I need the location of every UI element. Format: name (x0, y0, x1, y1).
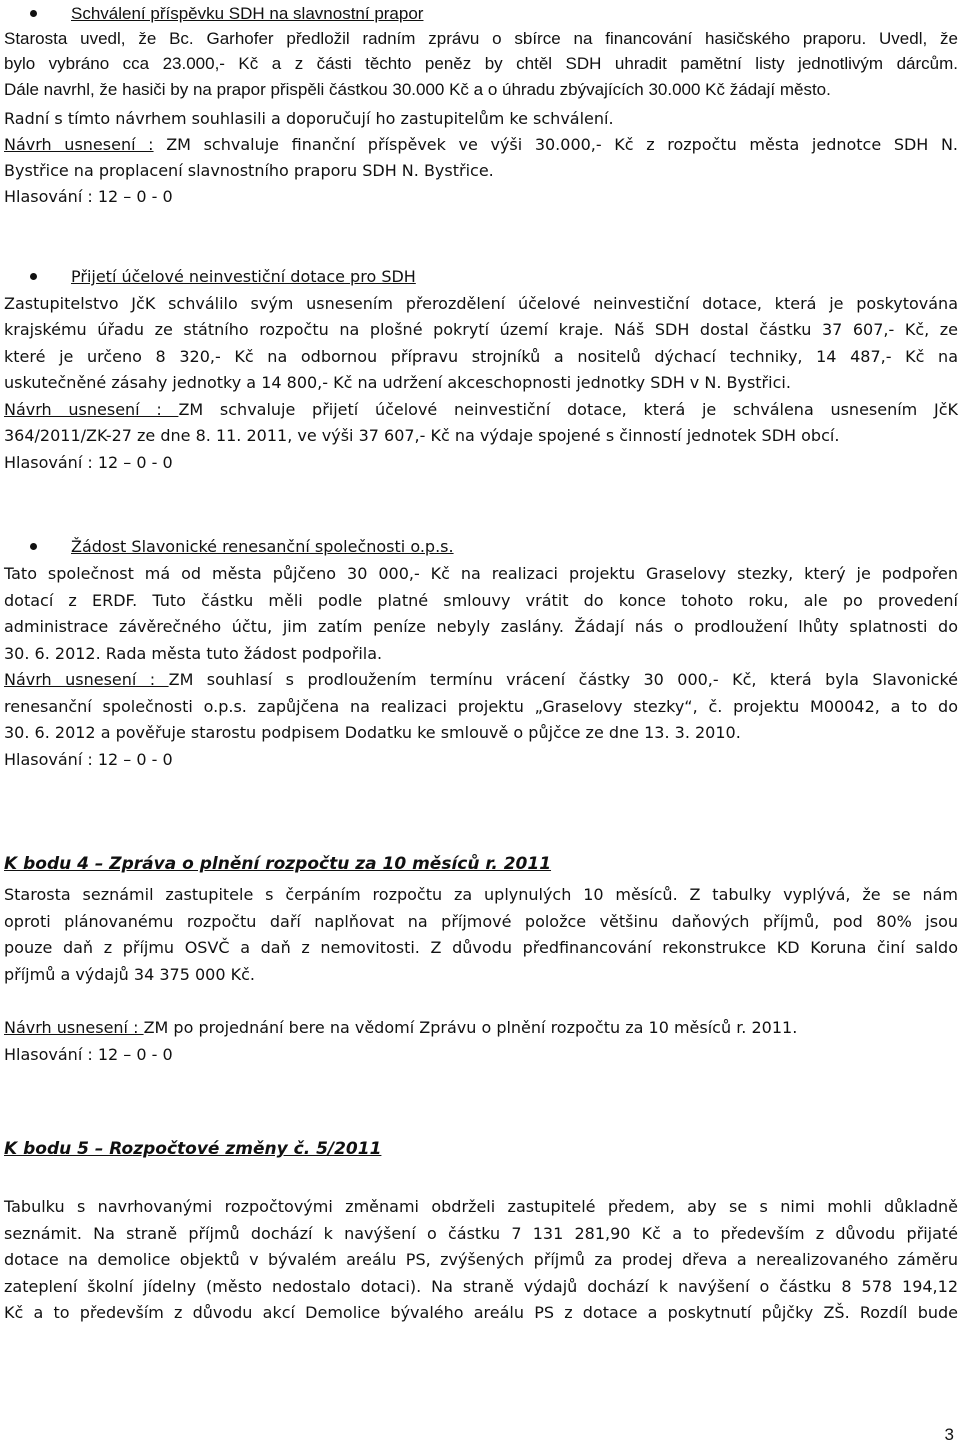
paragraph-line: 30. 6. 2012. Rada města tuto žádost podpořila. (4, 644, 383, 663)
paragraph-line: dotací z ERDF. Tuto částku měli podle platné smlouvy vrátit do konce tohoto roku, ale po provedení (4, 591, 958, 610)
paragraph-line: seznámit. Na straně příjmů dochází k navýšení o částku 7 131 281,90 Kč a to především z důvodu přijaté (4, 1224, 958, 1243)
bullet-icon (30, 543, 37, 550)
paragraph-line: které je určeno 8 320,- Kč na odbornou přípravu strojníků a nositelů dýchací techniky, 14 487,- Kč na (4, 347, 958, 366)
resolution-label: Návrh usnesení : (4, 135, 154, 154)
vote-result: Hlasování : 12 – 0 - 0 (4, 453, 173, 472)
resolution-line (4, 133, 958, 156)
resolution-line (4, 398, 958, 421)
paragraph-line: administrace závěrečného účtu, jim zatím peníze nebyly zaslány. Žádají nás o prodloužení lhůty splatnosti do (4, 617, 958, 636)
bullet-icon (30, 273, 37, 280)
paragraph-line: zateplení školní jídelny (město nedostalo dotaci). Na straně výdajů dochází k navýšení o částku 8 578 194,12 (4, 1277, 958, 1296)
paragraph-line: Zastupitelstvo JčK schválilo svým usnesením přerozdělení účelové neinvestiční dotace, která je poskytována (4, 294, 958, 313)
resolution-text: ZM schvaluje finanční příspěvek ve výši 30.000,- Kč z rozpočtu města jednotce SDH N. (153, 135, 959, 154)
resolution-label: Návrh usnesení : (4, 1018, 144, 1037)
paragraph-line: bylo vybráno cca 23.000,- Kč a z části těchto peněz by chtěl SDH uhradit pamětní listy jednotlivým dárcům. (4, 54, 958, 73)
paragraph-line: Dále navrhl, že hasiči by na prapor přispěli částkou 30.000 Kč a o úhradu zbývajících 30.000 Kč žádají město. (4, 80, 831, 99)
resolution-label: Návrh usnesení : (4, 400, 179, 419)
resolution-line (4, 1016, 958, 1039)
paragraph-line: dotace na demolice objektů v bývalém areálu PS, zvýšených příjmů za prodej dřeva a nerealizovaného záměru (4, 1250, 958, 1269)
section-1-title-row (0, 2, 960, 25)
paragraph-line: oproti plánovanému rozpočtu daří naplňovat na příjmové položce většinu daňových příjmů, pod 80% jsou (4, 912, 958, 931)
section-1-title: Schválení příspěvku SDH na slavnostní prapor (71, 4, 424, 23)
section-3-title-row (0, 535, 960, 558)
section-4-heading: K bodu 4 – Zpráva o plnění rozpočtu za 10 měsíců r. 2011 (4, 854, 552, 874)
vote-result: Hlasování : 12 – 0 - 0 (4, 1045, 173, 1064)
paragraph-line: Bystřice na proplacení slavnostního praporu SDH N. Bystřice. (4, 161, 494, 180)
resolution-label: Návrh usnesení : (4, 670, 169, 689)
resolution-line (4, 668, 958, 691)
paragraph-line: krajskému úřadu ze státního rozpočtu na plošné pokrytí území kraje. Náš SDH dostal částku 37 607,- Kč, ze (4, 320, 958, 339)
paragraph-line: Radní s tímto návrhem souhlasili a doporučují ho zastupitelům ke schválení. (4, 109, 614, 128)
resolution-text: ZM souhlasí s prodloužením termínu vrácení částky 30 000,- Kč, která byla Slavonické (168, 670, 958, 689)
bullet-icon (30, 10, 37, 17)
vote-result: Hlasování : 12 – 0 - 0 (4, 187, 173, 206)
paragraph-line: Tabulku s navrhovanými rozpočtovými změnami obdrželi zastupitelé předem, aby se s nimi mohli důkladně (4, 1197, 958, 1216)
section-2-title-row (0, 265, 960, 288)
resolution-text: ZM po projednání bere na vědomí Zprávu o plnění rozpočtu za 10 měsíců r. 2011. (143, 1018, 798, 1037)
paragraph-line: renesanční společnosti o.p.s. zapůjčena na realizaci projektu „Graselovy stezky“, č. projektu M00042, a to do (4, 697, 958, 716)
paragraph-line: pouze daň z příjmu OSVČ a daň z nemovitosti. Z důvodu předfinancování rekonstrukce KD Koruna činí saldo (4, 938, 958, 957)
paragraph-line: 30. 6. 2012 a pověřuje starostu podpisem Dodatku ke smlouvě o půjčce ze dne 13. 3. 2010. (4, 723, 741, 742)
resolution-text: ZM schvaluje přijetí účelové neinvestiční dotace, která je schválena usnesením JčK (178, 400, 958, 419)
section-5-heading: K bodu 5 – Rozpočtové změny č. 5/2011 (4, 1139, 382, 1159)
paragraph-line: Starosta uvedl, že Bc. Garhofer předložil radním zprávu o sbírce na financování hasičského praporu. Uvedl, že (4, 29, 958, 48)
paragraph-line: uskutečněné zásahy jednotky a 14 800,- Kč na udržení akceschopnosti jednotky SDH v N. Bystřici. (4, 373, 791, 392)
paragraph-line: Tato společnost má od města půjčeno 30 000,- Kč na realizaci projektu Graselovy stezky, který je podpořen (4, 564, 958, 583)
page-number: 3 (944, 1425, 954, 1444)
section-3-title: Žádost Slavonické renesanční společnosti o.p.s. (71, 537, 454, 556)
paragraph-line: 364/2011/ZK-27 ze dne 8. 11. 2011, ve výši 37 607,- Kč na výdaje spojené s činností jednotek SDH obcí. (4, 426, 840, 445)
paragraph-line: Kč a to především z důvodu akcí Demolice bývalého areálu PS z dotace a poskytnutí půjčky ZŠ. Rozdíl bude (4, 1303, 958, 1322)
paragraph-line: Starosta seznámil zastupitele s čerpáním rozpočtu za uplynulých 10 měsíců. Z tabulky vyplývá, že se nám (4, 885, 958, 904)
paragraph-line: příjmů a výdajů 34 375 000 Kč. (4, 965, 255, 984)
vote-result: Hlasování : 12 – 0 - 0 (4, 750, 173, 769)
section-2-title: Přijetí účelové neinvestiční dotace pro SDH (71, 267, 416, 286)
